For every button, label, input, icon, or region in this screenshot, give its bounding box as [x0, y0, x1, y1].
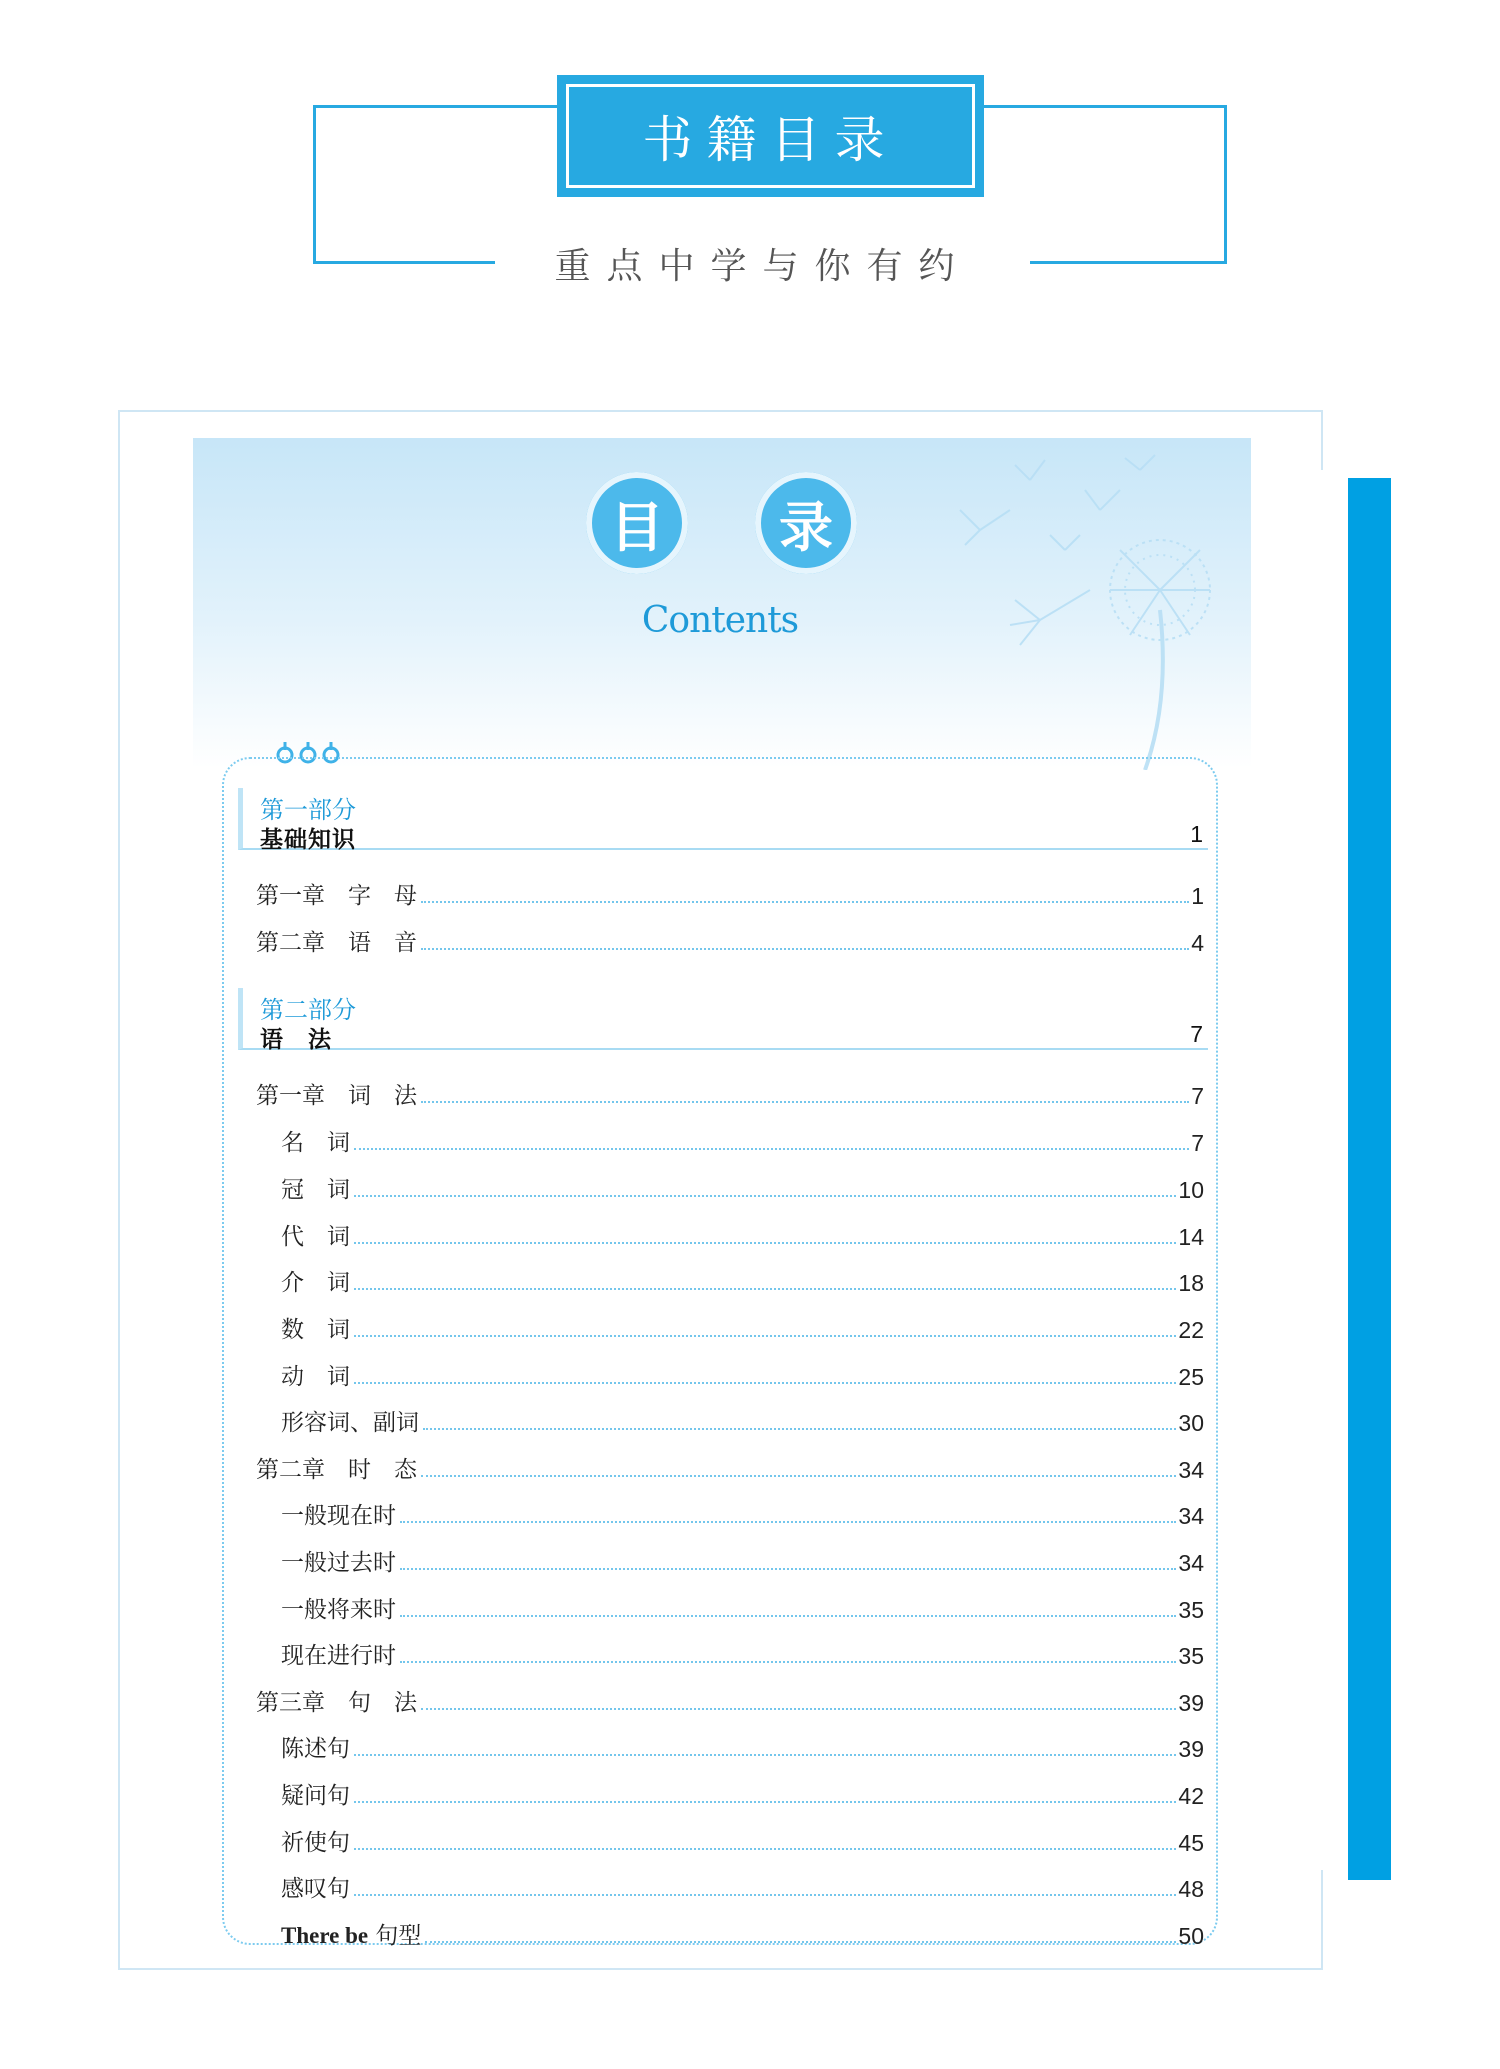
toc-entry-label: 动 词 — [281, 1364, 350, 1390]
toc-entry-page: 39 — [1178, 1736, 1204, 1762]
toc-part-1[interactable] — [238, 788, 1208, 853]
toc-part-2[interactable] — [238, 988, 1208, 1053]
toc-entry-page: 39 — [1178, 1690, 1204, 1716]
toc-entry-label: 第二章 语 音 — [256, 930, 417, 956]
dot-leader — [354, 1894, 1176, 1896]
dot-leader — [354, 1288, 1176, 1290]
toc-entry[interactable] — [281, 1547, 1204, 1577]
part-label: 第一部分 — [260, 796, 356, 824]
toc-entry[interactable] — [281, 1361, 1204, 1391]
toc-entry-label: 第一章 词 法 — [256, 1083, 417, 1109]
toc-entry[interactable] — [281, 1500, 1204, 1530]
banner-title: 书籍目录 — [566, 84, 975, 188]
toc-entry-page: 30 — [1178, 1410, 1204, 1436]
toc-entry[interactable] — [256, 1454, 1204, 1484]
part-title: 基础知识 — [260, 826, 356, 853]
toc-entry-page: 34 — [1178, 1550, 1204, 1576]
toc-entry[interactable] — [281, 1267, 1204, 1297]
dot-leader — [354, 1242, 1176, 1244]
dot-leader — [354, 1801, 1176, 1803]
toc-entry-label: 现在进行时 — [281, 1643, 396, 1669]
toc-entry-page: 50 — [1178, 1923, 1204, 1949]
toc-entry-label: 第三章 句 法 — [256, 1690, 417, 1716]
toc-entry[interactable] — [256, 927, 1204, 957]
toc-entry-label: 冠 词 — [281, 1177, 350, 1203]
dot-leader — [421, 901, 1189, 903]
dot-leader — [354, 1195, 1176, 1197]
toc-entry[interactable] — [281, 1920, 1204, 1950]
toc-entry-page: 7 — [1191, 1083, 1204, 1109]
toc-entry-page: 14 — [1178, 1224, 1204, 1250]
toc-entry-label: 数 词 — [281, 1317, 350, 1343]
dot-leader — [400, 1568, 1176, 1570]
toc-entry-page: 1 — [1191, 883, 1204, 909]
banner-subtitle: 重点中学与你有约 — [554, 246, 971, 287]
toc-entry-label: 一般将来时 — [281, 1597, 396, 1623]
toc-entry-label: 陈述句 — [281, 1736, 350, 1762]
dot-leader — [354, 1148, 1189, 1150]
toc-entry-page: 35 — [1178, 1597, 1204, 1623]
toc-entry-page: 10 — [1178, 1177, 1204, 1203]
toc-entry-label: 第一章 字 母 — [256, 883, 417, 909]
dot-leader — [354, 1848, 1176, 1850]
toc-entry-label: 感叹句 — [281, 1876, 350, 1902]
part-page-number: 1 — [1190, 821, 1203, 847]
toc-entry-label-cn: 句型 — [368, 1923, 422, 1949]
toc-entry[interactable] — [256, 1080, 1204, 1110]
part-label: 第二部分 — [260, 996, 356, 1024]
toc-entry[interactable] — [281, 1640, 1204, 1670]
toc-entry-label: 形容词、副词 — [281, 1410, 419, 1436]
toc-entry-label: 疑问句 — [281, 1783, 350, 1809]
part-title: 语 法 — [260, 1026, 332, 1053]
dot-leader — [400, 1661, 1176, 1663]
toc-entry-page: 34 — [1178, 1457, 1204, 1483]
dot-leader — [400, 1521, 1176, 1523]
toc-entry[interactable] — [256, 880, 1204, 910]
page-frame-notch — [1310, 470, 1330, 1870]
toc-entry-page: 35 — [1178, 1643, 1204, 1669]
toc-entry[interactable] — [281, 1873, 1204, 1903]
contents-english-title: Contents — [641, 600, 799, 641]
dot-leader — [423, 1428, 1176, 1430]
dot-leader — [354, 1754, 1176, 1756]
part-page-number: 7 — [1190, 1021, 1203, 1047]
toc-entry-page: 7 — [1191, 1130, 1204, 1156]
toc-entry-label: 第二章 时 态 — [256, 1457, 417, 1483]
toc-entry-label: 一般过去时 — [281, 1550, 396, 1576]
toc-entry-page: 4 — [1191, 930, 1204, 956]
toc-entry[interactable] — [281, 1174, 1204, 1204]
toc-entry-page: 45 — [1178, 1830, 1204, 1856]
contents-circle-char-2: 录 — [755, 472, 857, 574]
banner-title-box — [557, 75, 984, 197]
dot-leader — [421, 948, 1189, 950]
toc-entry-page: 25 — [1178, 1364, 1204, 1390]
dot-leader — [421, 1708, 1176, 1710]
toc-entry-label: 名 词 — [281, 1130, 350, 1156]
dot-leader — [354, 1335, 1176, 1337]
dot-leader — [400, 1615, 1176, 1617]
toc-entry[interactable] — [281, 1221, 1204, 1251]
dot-leader — [421, 1475, 1176, 1477]
toc-entry-label: 介 词 — [281, 1270, 350, 1296]
dot-leader — [354, 1382, 1176, 1384]
toc-entry-label: 一般现在时 — [281, 1503, 396, 1529]
toc-entry-page: 34 — [1178, 1503, 1204, 1529]
toc-entry-page: 42 — [1178, 1783, 1204, 1809]
toc-entry-label: 代 词 — [281, 1224, 350, 1250]
toc-entry[interactable] — [281, 1314, 1204, 1344]
toc-entry-label-en: There be — [281, 1923, 369, 1948]
toc-entry-label — [281, 1917, 421, 1950]
toc-entry[interactable] — [281, 1733, 1204, 1763]
toc-entry[interactable] — [281, 1407, 1204, 1437]
contents-circle-char-1: 目 — [586, 472, 688, 574]
toc-entry-page: 48 — [1178, 1876, 1204, 1902]
toc-entry-label: 祈使句 — [281, 1830, 350, 1856]
side-bar — [1348, 478, 1391, 1880]
dandelion-illustration — [920, 440, 1250, 770]
toc-entry-page: 22 — [1178, 1317, 1204, 1343]
toc-entry[interactable] — [281, 1594, 1204, 1624]
toc-entry[interactable] — [281, 1127, 1204, 1157]
dot-leader — [425, 1941, 1176, 1943]
toc-entry[interactable] — [256, 1687, 1204, 1717]
toc-entry-page: 18 — [1178, 1270, 1204, 1296]
toc-entry[interactable] — [281, 1827, 1204, 1857]
dot-leader — [421, 1101, 1189, 1103]
toc-entry[interactable] — [281, 1780, 1204, 1810]
